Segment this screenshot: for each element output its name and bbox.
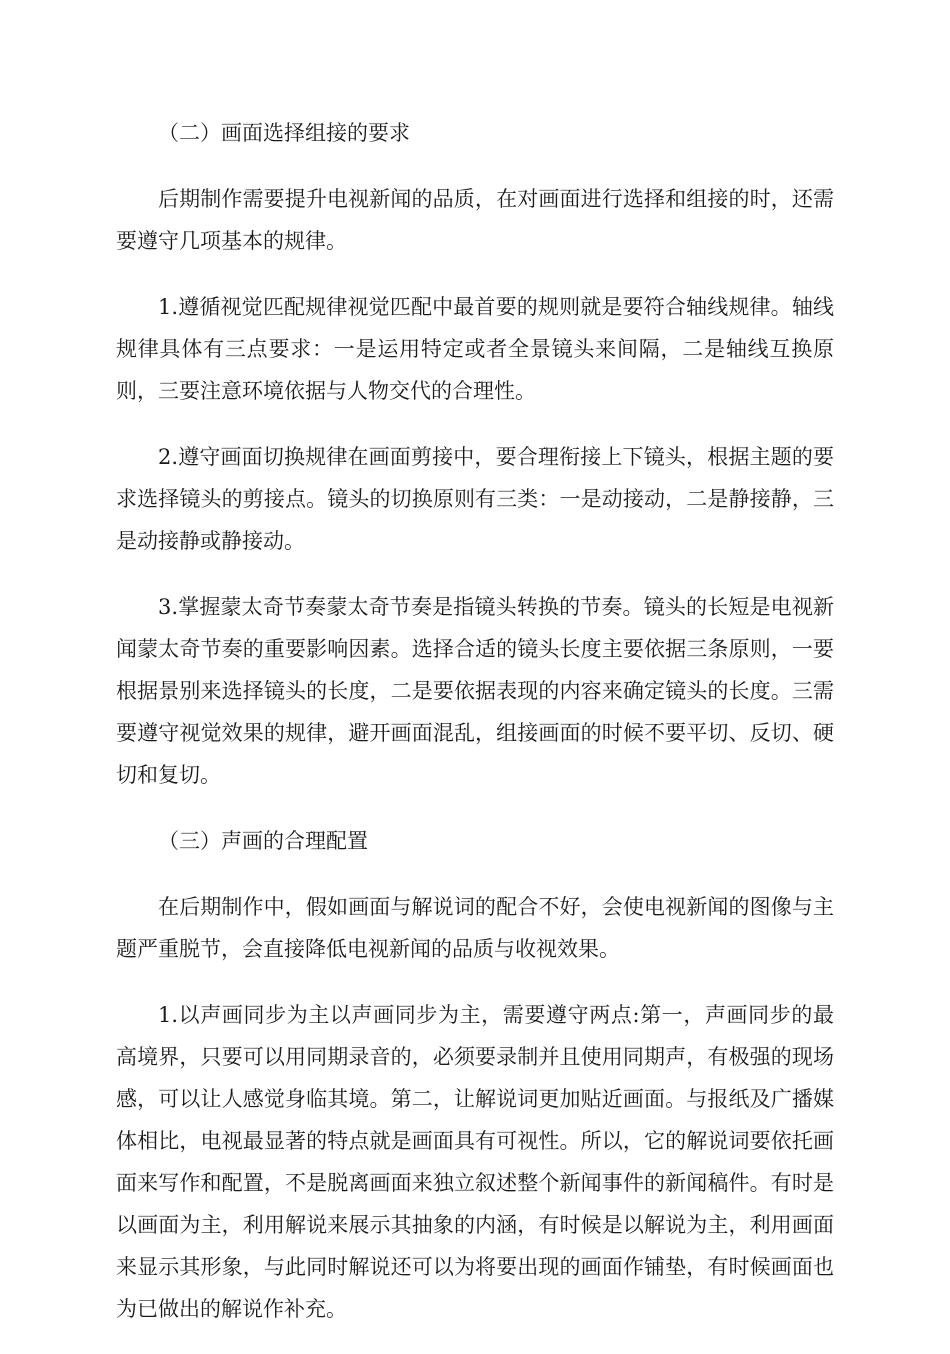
paragraph: 3.掌握蒙太奇节奏蒙太奇节奏是指镜头转换的节奏。镜头的长短是电视新闻蒙太奇节奏的重要影响因素。选择合适的镜头长度主要依据三条原则，一要根据景别来选择镜头的长度，二是要依据表现的内容来确定镜头的长度。三需要遵守视觉效果的规律，避开画面混乱，组接画面的时候不要平切、反切、硬切和复切。 bbox=[116, 595, 834, 787]
paragraph: 2.遵守画面切换规律在画面剪接中，要合理衔接上下镜头，根据主题的要求选择镜头的剪接点。镜头的切换原则有三类：一是动接动，二是静接静，三是动接静或静接动。 bbox=[116, 445, 834, 553]
paragraph: 1.遵循视觉匹配规律视觉匹配中最首要的规则就是要符合轴线规律。轴线规律具体有三点要求：一是运用特定或者全景镜头来间隔，二是轴线互换原则，三要注意环境依据与人物交代的合理性。 bbox=[116, 295, 834, 403]
paragraph: 在后期制作中，假如画面与解说词的配合不好，会使电视新闻的图像与主题严重脱节，会直接降低电视新闻的品质与收视效果。 bbox=[116, 895, 834, 961]
paragraph: 1.以声画同步为主以声画同步为主，需要遵守两点:第一，声画同步的最高境界，只要可以用同期录音的，必须要录制并且使用同期声，有极强的现场感，可以让人感觉身临其境。第二，让解说词更加贴近画面。与报纸及广播媒体相比，电视最显著的特点就是画面具有可视性。所以，它的解说词要依托画面来写作和配置，不是脱离画面来独立叙述整个新闻事件的新闻稿件。有时是以画面为主，利用解说来展示其抽象的内涵，有时候是以解说为主，利用画面来显示其形象，与此同时解说还可以为将要出现的画面作铺垫，有时候画面也为已做出的解说作补充。 bbox=[116, 1003, 834, 1321]
paragraph: 后期制作需要提升电视新闻的品质，在对画面进行选择和组接的时，还需要遵守几项基本的规律。 bbox=[116, 187, 834, 253]
section-three bbox=[116, 820, 834, 1330]
section-two bbox=[116, 112, 834, 796]
section-heading: （三）声画的合理配置 bbox=[158, 829, 368, 853]
document-page bbox=[116, 112, 834, 1354]
section-heading: （二）画面选择组接的要求 bbox=[158, 121, 410, 145]
